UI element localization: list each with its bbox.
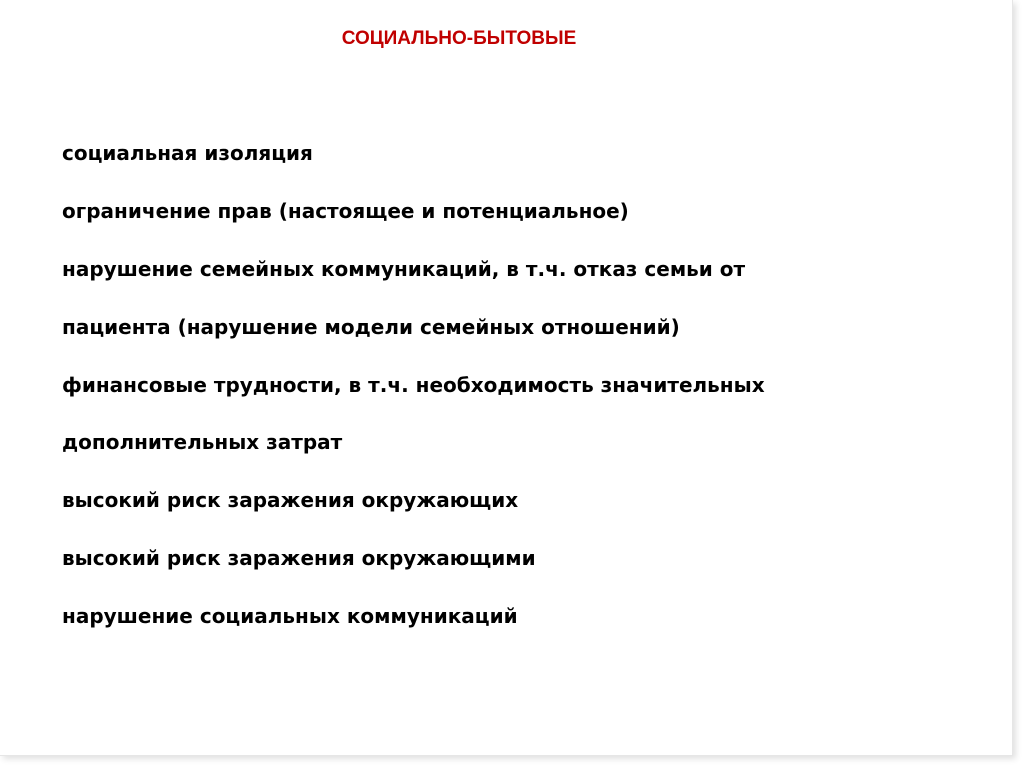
content-line: финансовые трудности, в т.ч. необходимость значительных [62,372,765,397]
slide-title: СОЦИАЛЬНО-БЫТОВЫЕ [341,28,577,49]
content-line: нарушение социальных коммуникаций [62,604,518,629]
content-line: высокий риск заражения окружающих [62,488,519,513]
content-line: социальная изоляция [62,141,313,165]
content-line: ограничение прав (настоящее и потенциальное) [62,198,629,223]
content-line: дополнительных затрат [62,430,343,455]
slide-content-list [62,133,765,654]
content-line: пациента (нарушение модели семейных отношений) [62,314,680,339]
content-line: нарушение семейных коммуникаций, в т.ч. отказ семьи от [62,256,746,281]
content-line: высокий риск заражения окружающими [62,546,536,571]
